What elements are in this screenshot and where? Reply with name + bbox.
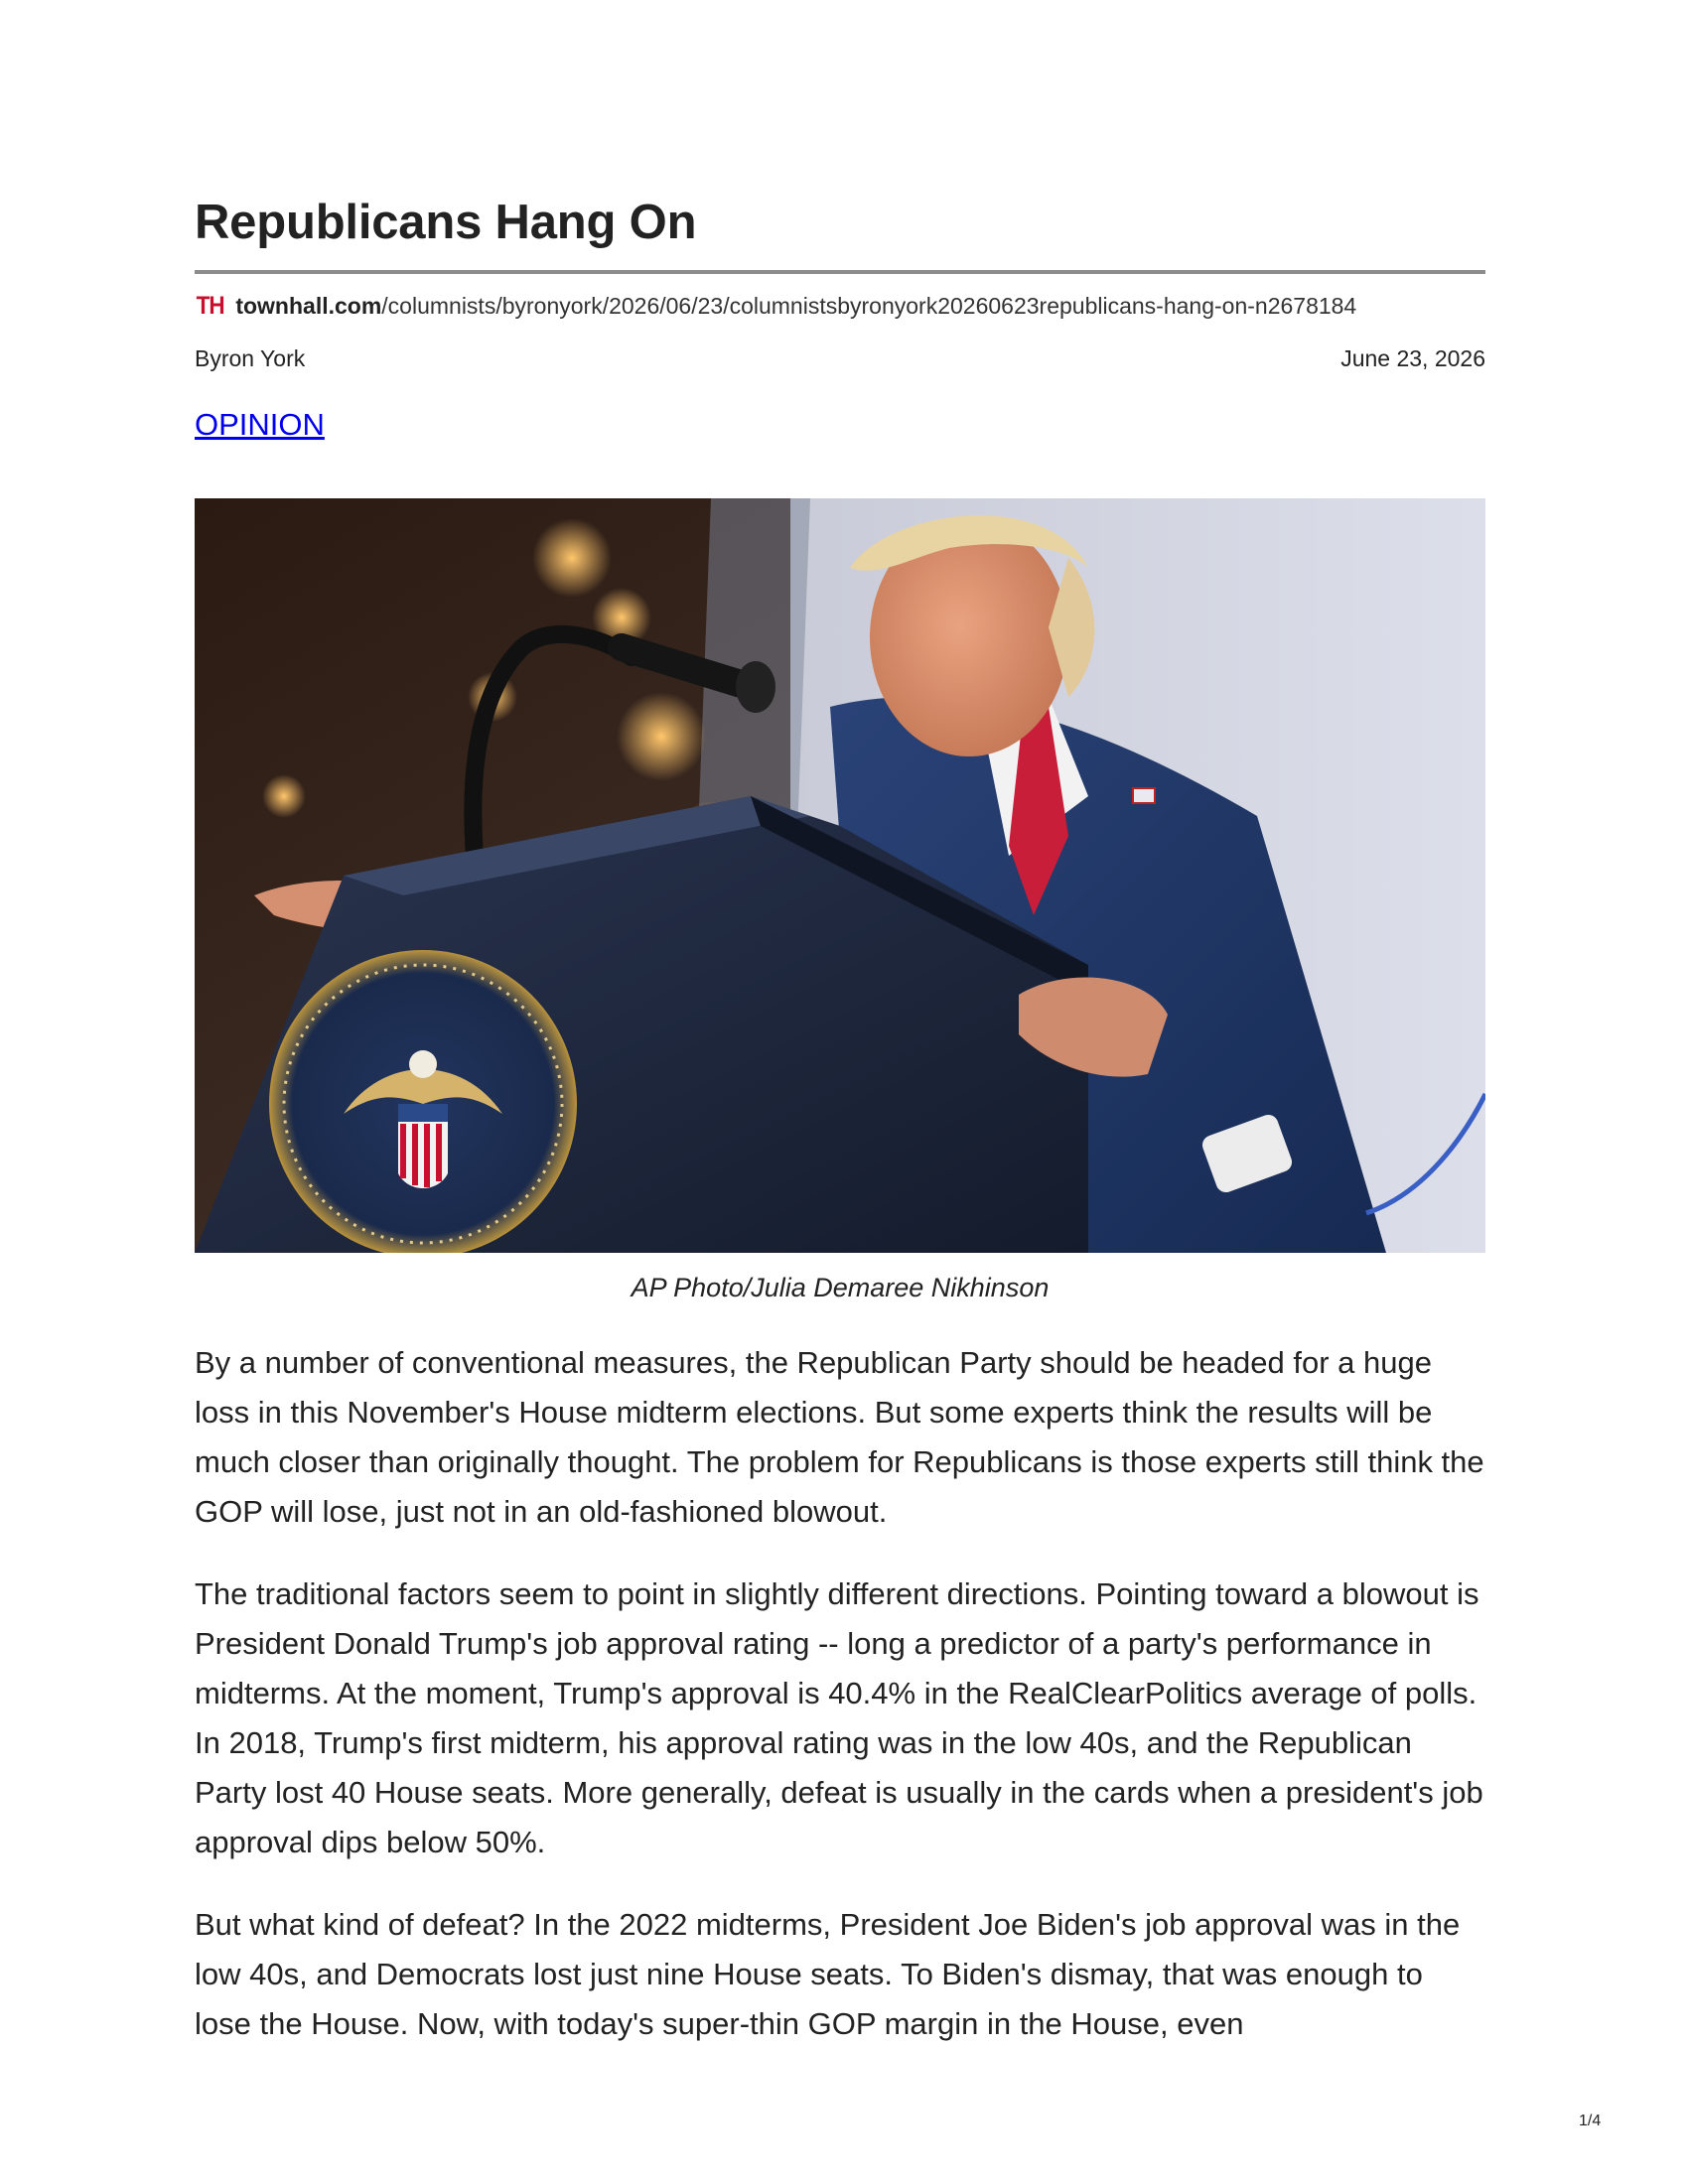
source-path: /columnists/byronyork/2026/06/23/columnistsbyronyork20260623republicans-hang-on-n2678184	[381, 293, 1357, 319]
source-domain: townhall.com	[235, 293, 382, 319]
page-number: 1/4	[1579, 2113, 1602, 2129]
article-body	[195, 1338, 1485, 2082]
paragraph: By a number of conventional measures, the Republican Party should be headed for a huge loss in this November's House midterm elections. But some experts think the results will be much closer than originally thought. The problem for Republicans is those experts still think the GOP will lose, just not in an old-fashioned blowout.	[195, 1345, 1484, 1529]
byline-row	[195, 345, 1485, 372]
hero-photo	[195, 498, 1485, 1253]
publish-date: June 23, 2026	[1340, 345, 1485, 371]
photo-caption: AP Photo/Julia Demaree Nikhinson	[631, 1273, 1050, 1302]
source-url[interactable]	[195, 292, 1356, 321]
article-title: Republicans Hang On	[195, 196, 697, 249]
townhall-logo-icon: TH	[196, 292, 224, 320]
paragraph: But what kind of defeat? In the 2022 midterms, President Joe Biden's job approval was in the low 40s, and Democrats lost just nine House seats. To Biden's dismay, that was enough to lose the House. Now, with today's super-thin GOP margin in the House, even	[195, 1907, 1461, 2041]
title-divider	[195, 270, 1485, 274]
author-name: Byron York	[195, 345, 306, 371]
podium-speaker-photo-icon	[195, 498, 1485, 1253]
category-link-opinion[interactable]: OPINION	[195, 407, 325, 442]
paragraph: The traditional factors seem to point in slightly different directions. Pointing toward a blowout is President Donald Trump's job approval rating -- long a predictor of a party's performance in midterms. At the moment, Trump's approval is 40.4% in the RealClearPolitics average of polls. In 2018, Trump's first midterm, his approval rating was in the low 40s, and the Republican Party lost 40 House seats. More generally, defeat is usually in the cards when a president's job approval dips below 50%.	[195, 1576, 1483, 1859]
